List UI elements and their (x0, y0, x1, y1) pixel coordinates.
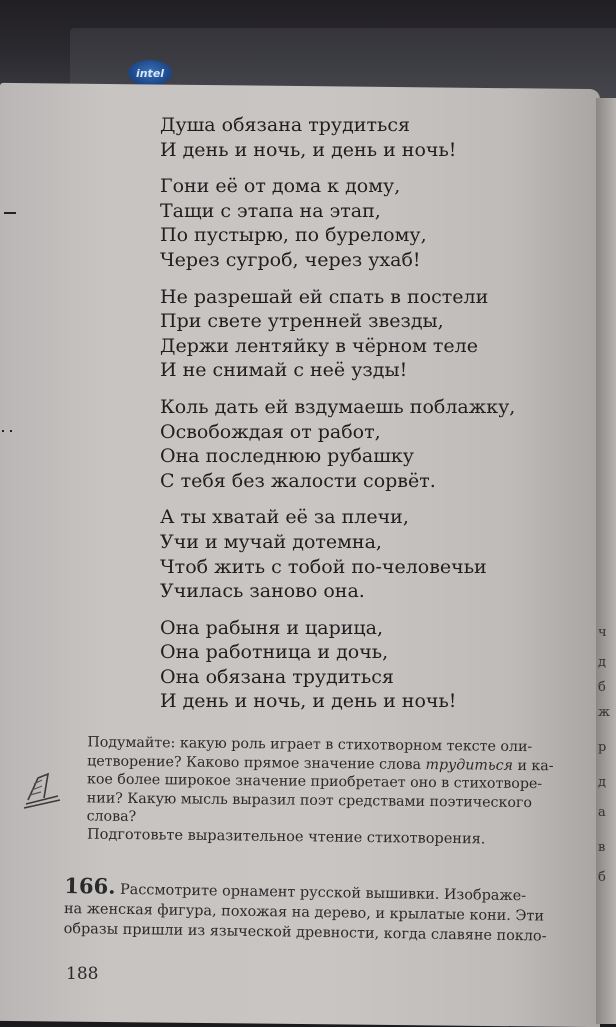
assignment-line: слова? (86, 808, 137, 826)
margin-mark (4, 212, 16, 214)
stanza (160, 616, 580, 714)
exercise-text: Рассмотрите орнамент русской вышивки. Изображе- (115, 881, 527, 905)
poem-line: Она рабыня и царица, (160, 616, 384, 639)
poem-line: Освобождая от работ, (160, 420, 381, 443)
exercise-number: 166. (64, 872, 116, 899)
stanza (160, 113, 580, 162)
poem-line: При свете утренней звезды, (160, 310, 444, 333)
assignment-fragment: и ка- (512, 757, 554, 774)
margin-dot (10, 430, 12, 432)
poem-line: И день и ночь, и день и ночь! (160, 138, 457, 161)
poem-line: Она работница и дочь, (160, 641, 389, 664)
stanza (160, 285, 580, 383)
poem-line: И не снимай с неё узды! (160, 359, 408, 382)
poem-line: Душа обязана трудиться (160, 114, 410, 136)
right-page-letter: р (598, 740, 607, 755)
facing-page-edge (596, 98, 616, 1024)
assignment-line: нии? Какую мысль выразил поэт средствами поэтического (86, 790, 533, 811)
assignment-text (87, 733, 578, 831)
right-page-letter: б (598, 680, 606, 695)
right-page-letter: д (598, 655, 607, 670)
poem-line: Чтоб жить с тобой по-человечьи (160, 555, 487, 578)
poem-line: Через сугроб, через ухаб! (160, 248, 421, 271)
right-page-letter: ж (598, 705, 610, 720)
exercise-line: образы пришли из языческой древности, когда славяне покло- (63, 920, 547, 945)
right-page-letter: д (598, 775, 607, 790)
assignment-line: Подумайте: какую роль играет в стихотворном тексте оли- (87, 734, 533, 756)
exercise-line: на женская фигура, похожая на дерево, и крылатые кони. Эти (63, 900, 545, 925)
poem-line: Держи лентяйку в чёрном теле (160, 334, 478, 357)
poem-line: Учи и мучай дотемна, (160, 530, 382, 553)
assignment-fragment: цетворение? Каково прямое значение слова (87, 753, 426, 773)
stanza (160, 395, 580, 493)
poem-line: Гони её от дома к дому, (160, 175, 401, 198)
stanza (160, 505, 580, 603)
exercise-166 (63, 872, 580, 947)
right-page-letter: ч (598, 625, 607, 640)
right-page-letter: а (598, 805, 606, 820)
poem-line: А ты хватай её за плечи, (160, 506, 409, 529)
right-page-letter: б (598, 870, 606, 885)
poem-line: Не разрешай ей спать в постели (160, 285, 489, 308)
page-number: 188 (66, 964, 99, 984)
poem-line: И день и ночь, и день и ночь! (160, 690, 457, 713)
assignment-line: кое более широкое значение приобретает оно в стихотворе- (86, 771, 543, 793)
poem-line: Она последнюю рубашку (160, 445, 414, 468)
poem-line: Тащи с этапа на этап, (160, 199, 381, 222)
stanza (160, 174, 580, 272)
right-page-letter: в (598, 840, 606, 855)
poem-line: Коль дать ей вздумаешь поблажку, (160, 395, 516, 418)
poem-line: Она обязана трудиться (160, 665, 394, 688)
poem-line: Училась заново она. (160, 580, 365, 603)
poem-line: По пустырю, по бурелому, (160, 224, 427, 247)
pencil-icon (20, 770, 68, 812)
poem (160, 113, 580, 726)
assignment-italic-word: трудиться (425, 756, 514, 774)
margin-dot (2, 430, 4, 432)
poem-line: С тебя без жалости сорвёт. (160, 469, 436, 492)
intel-sticker: intel (128, 60, 172, 86)
prepare-reading-text: Подготовьте выразительное чтение стихотворения. (86, 826, 486, 848)
